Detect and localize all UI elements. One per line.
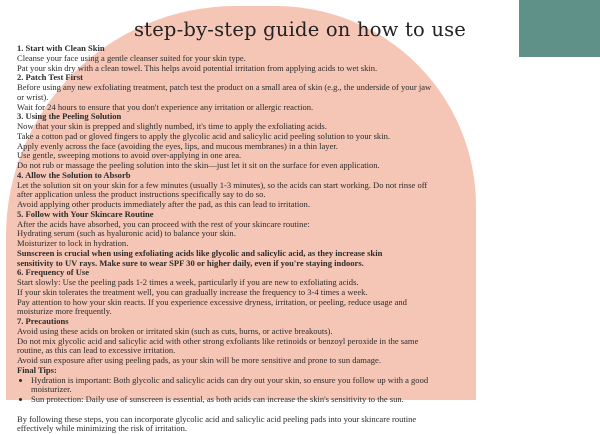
step-text: moisturize more frequently. bbox=[17, 307, 577, 317]
step-text: After the acids have absorbed, you can proceed with the rest of your skincare routine: bbox=[17, 220, 577, 230]
step-text: Cleanse your face using a gentle cleanser suited for your skin type. bbox=[17, 54, 577, 64]
sunscreen-warning: Sunscreen is crucial when using exfoliating acids like glycolic and salicylic acid, as they increase skin bbox=[17, 249, 577, 259]
step-3 bbox=[17, 112, 577, 171]
step-text: Moisturizer to lock in hydration. bbox=[17, 239, 577, 249]
step-6 bbox=[17, 268, 577, 317]
step-text: Wait for 24 hours to ensure that you don't experience any irritation or allergic reaction. bbox=[17, 103, 577, 113]
step-text: Now that your skin is prepped and slightly numbed, it's time to apply the exfoliating acids. bbox=[17, 122, 577, 132]
final-tips-list bbox=[17, 376, 577, 405]
step-1 bbox=[17, 44, 577, 73]
step-5 bbox=[17, 210, 577, 269]
step-text: Do not mix glycolic acid and salicylic acid with other strong exfoliants like retinoids or benzoyl peroxide in the same bbox=[17, 337, 577, 347]
tip-text: • Sun protection: Daily use of sunscreen is essential, as both acids can increase the skin's sensitivity to the sun. bbox=[31, 395, 577, 405]
closing-text: effectively while minimizing the risk of irritation. bbox=[17, 424, 577, 434]
step-text: If your skin tolerates the treatment well, you can gradually increase the frequency to 3-4 times a week. bbox=[17, 288, 577, 298]
step-text: Avoid applying other products immediately after the pad, as this can lead to irritation. bbox=[17, 200, 577, 210]
step-text: Avoid sun exposure after using peeling pads, as your skin will be more sensitive and prone to sun damage. bbox=[17, 356, 577, 366]
step-text: Take a cotton pad or gloved fingers to apply the glycolic acid and salicylic acid peeling solution to your skin. bbox=[17, 132, 577, 142]
step-text: Hydrating serum (such as hyaluronic acid) to balance your skin. bbox=[17, 229, 577, 239]
step-text: Let the solution sit on your skin for a few minutes (usually 1-3 minutes), so the acids can start working. Do not rinse off bbox=[17, 181, 577, 191]
step-heading: 7. Precautions bbox=[17, 317, 577, 327]
step-text: Pay attention to how your skin reacts. If you experience excessive dryness, irritation, or peeling, reduce usage and bbox=[17, 298, 577, 308]
step-text: routine, as this can lead to excessive irritation. bbox=[17, 346, 577, 356]
step-text: Apply evenly across the face (avoiding the eyes, lips, and mucous membranes) in a thin layer. bbox=[17, 142, 577, 152]
step-text: Pat your skin dry with a clean towel. This helps avoid potential irritation from applying acids to wet skin. bbox=[17, 64, 577, 74]
step-4 bbox=[17, 171, 577, 210]
closing-text: By following these steps, you can incorporate glycolic acid and salicylic acid peeling pads into your skincare routine bbox=[17, 415, 577, 425]
step-heading: 3. Using the Peeling Solution bbox=[17, 112, 577, 122]
spacer bbox=[17, 405, 577, 415]
step-heading: 6. Frequency of Use bbox=[17, 268, 577, 278]
sunscreen-warning: sensitivity to UV rays. Make sure to wear SPF 30 or higher daily, even if you're staying indoors. bbox=[17, 259, 577, 269]
step-text: Do not rub or massage the peeling solution into the skin—just let it sit on the surface for even application. bbox=[17, 161, 577, 171]
step-text: Avoid using these acids on broken or irritated skin (such as cuts, burns, or active breakouts). bbox=[17, 327, 577, 337]
step-text: Start slowly: Use the peeling pads 1-2 times a week, particularly if you are new to exfoliating acids. bbox=[17, 278, 577, 288]
guide-content bbox=[17, 44, 577, 434]
tip-text: moisturizer. bbox=[31, 385, 577, 395]
step-heading: 2. Patch Test First bbox=[17, 73, 577, 83]
step-heading: 1. Start with Clean Skin bbox=[17, 44, 577, 54]
page-title: step-by-step guide on how to use bbox=[0, 18, 600, 41]
step-heading: 4. Allow the Solution to Absorb bbox=[17, 171, 577, 181]
list-item bbox=[31, 376, 577, 396]
step-text: or wrist). bbox=[17, 93, 577, 103]
closing-paragraph bbox=[17, 415, 577, 434]
step-text: Before using any new exfoliating treatment, patch test the product on a small area of skin (e.g., the underside of your jaw bbox=[17, 83, 577, 93]
step-2 bbox=[17, 73, 577, 112]
final-tips-heading: Final Tips: bbox=[17, 366, 577, 376]
step-heading: 5. Follow with Your Skincare Routine bbox=[17, 210, 577, 220]
step-7 bbox=[17, 317, 577, 366]
step-text: after application unless the product instructions specifically say to do so. bbox=[17, 190, 577, 200]
final-tips bbox=[17, 366, 577, 405]
tip-text: • Hydration is important: Both glycolic and salicylic acids can dry out your skin, so ensure you follow up with a good bbox=[31, 376, 577, 386]
step-text: Use gentle, sweeping motions to avoid over-applying in one area. bbox=[17, 151, 577, 161]
